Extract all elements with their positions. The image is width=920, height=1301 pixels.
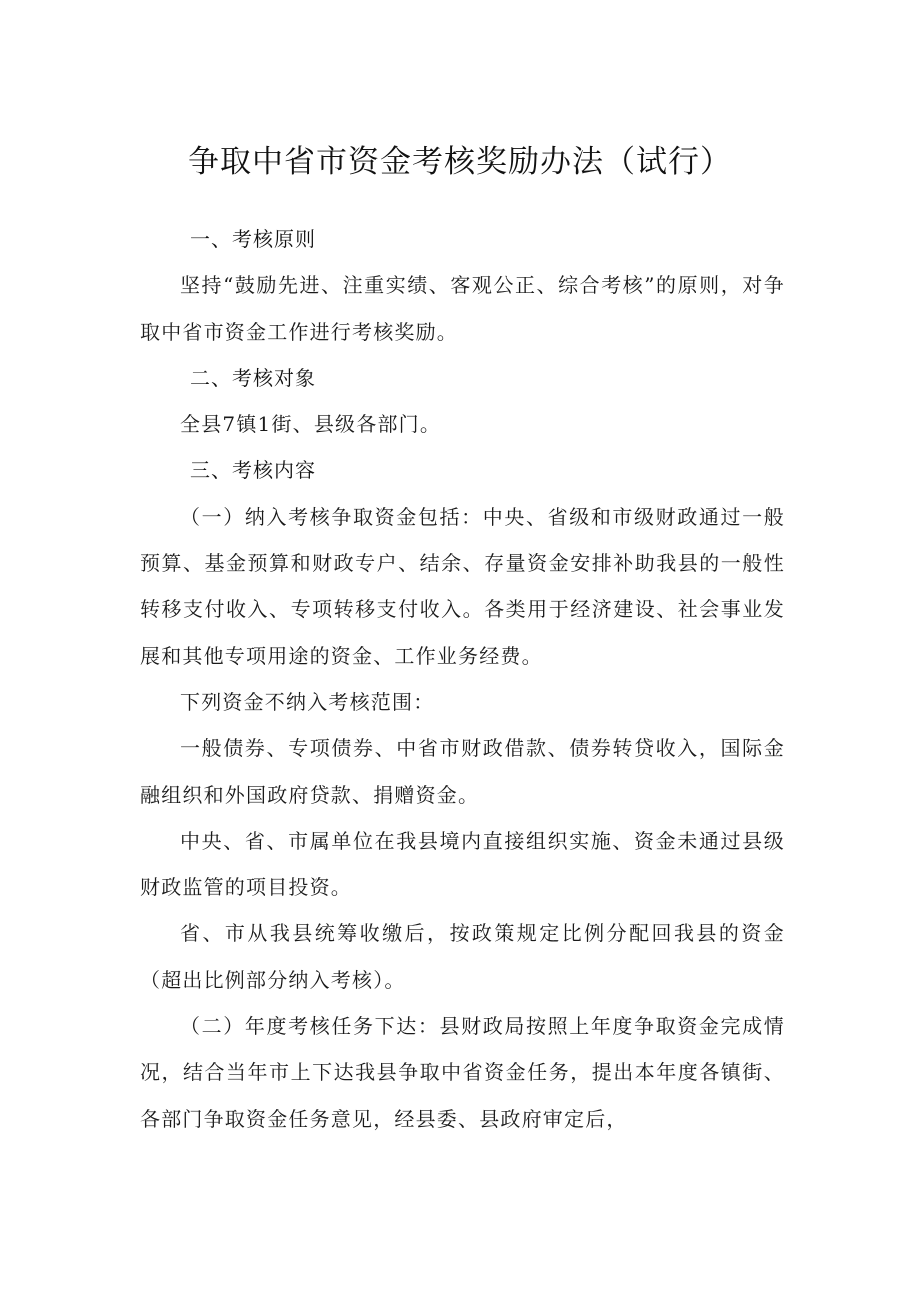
paragraph-excluded-intro: 下列资金不纳入考核范围： [180, 689, 435, 714]
paragraph-excluded-redistribution: 省、市从我县统筹收缴后，按政策规定比例分配回我县的资金（超出比例部分纳入考核）。 [140, 921, 785, 992]
paragraph-included-funds: （一）纳入考核争取资金包括：中央、省级和市级财政通过一般预算、基金预算和财政专户、结余、存量资金安排补助我县的一般性转移支付收入、专项转移支付收入。各类用于经济建设、社会事业发展和其他专项用途的资金、工作业务经费。 [140, 504, 785, 668]
paragraph-targets: 全县7镇1街、县级各部门。 [180, 412, 442, 437]
section-heading-principles: 一、考核原则 [190, 227, 316, 251]
document-body [140, 216, 785, 1142]
section-heading-content: 三、考核内容 [190, 458, 316, 483]
paragraph-excluded-bonds: 一般债券、专项债券、中省市财政借款、债券转贷收入，国际金融组织和外国政府贷款、捐赠资金。 [140, 736, 785, 807]
paragraph-principles: 坚持“鼓励先进、注重实绩、客观公正、综合考核”的原则，对争取中省市资金工作进行考核奖励。 [140, 273, 785, 344]
document-title: 争取中省市资金考核奖励办法（试行） [188, 144, 732, 180]
paragraph-excluded-projects: 中央、省、市属单位在我县境内直接组织实施、资金未通过县级财政监管的项目投资。 [140, 828, 785, 900]
section-heading-targets: 二、考核对象 [190, 365, 316, 390]
paragraph-annual-tasks: （二）年度考核任务下达：县财政局按照上年度争取资金完成情况，结合当年市上下达我县争取中省资金任务，提出本年度各镇街、各部门争取资金任务意见，经县委、县政府审定后， [140, 1014, 785, 1131]
